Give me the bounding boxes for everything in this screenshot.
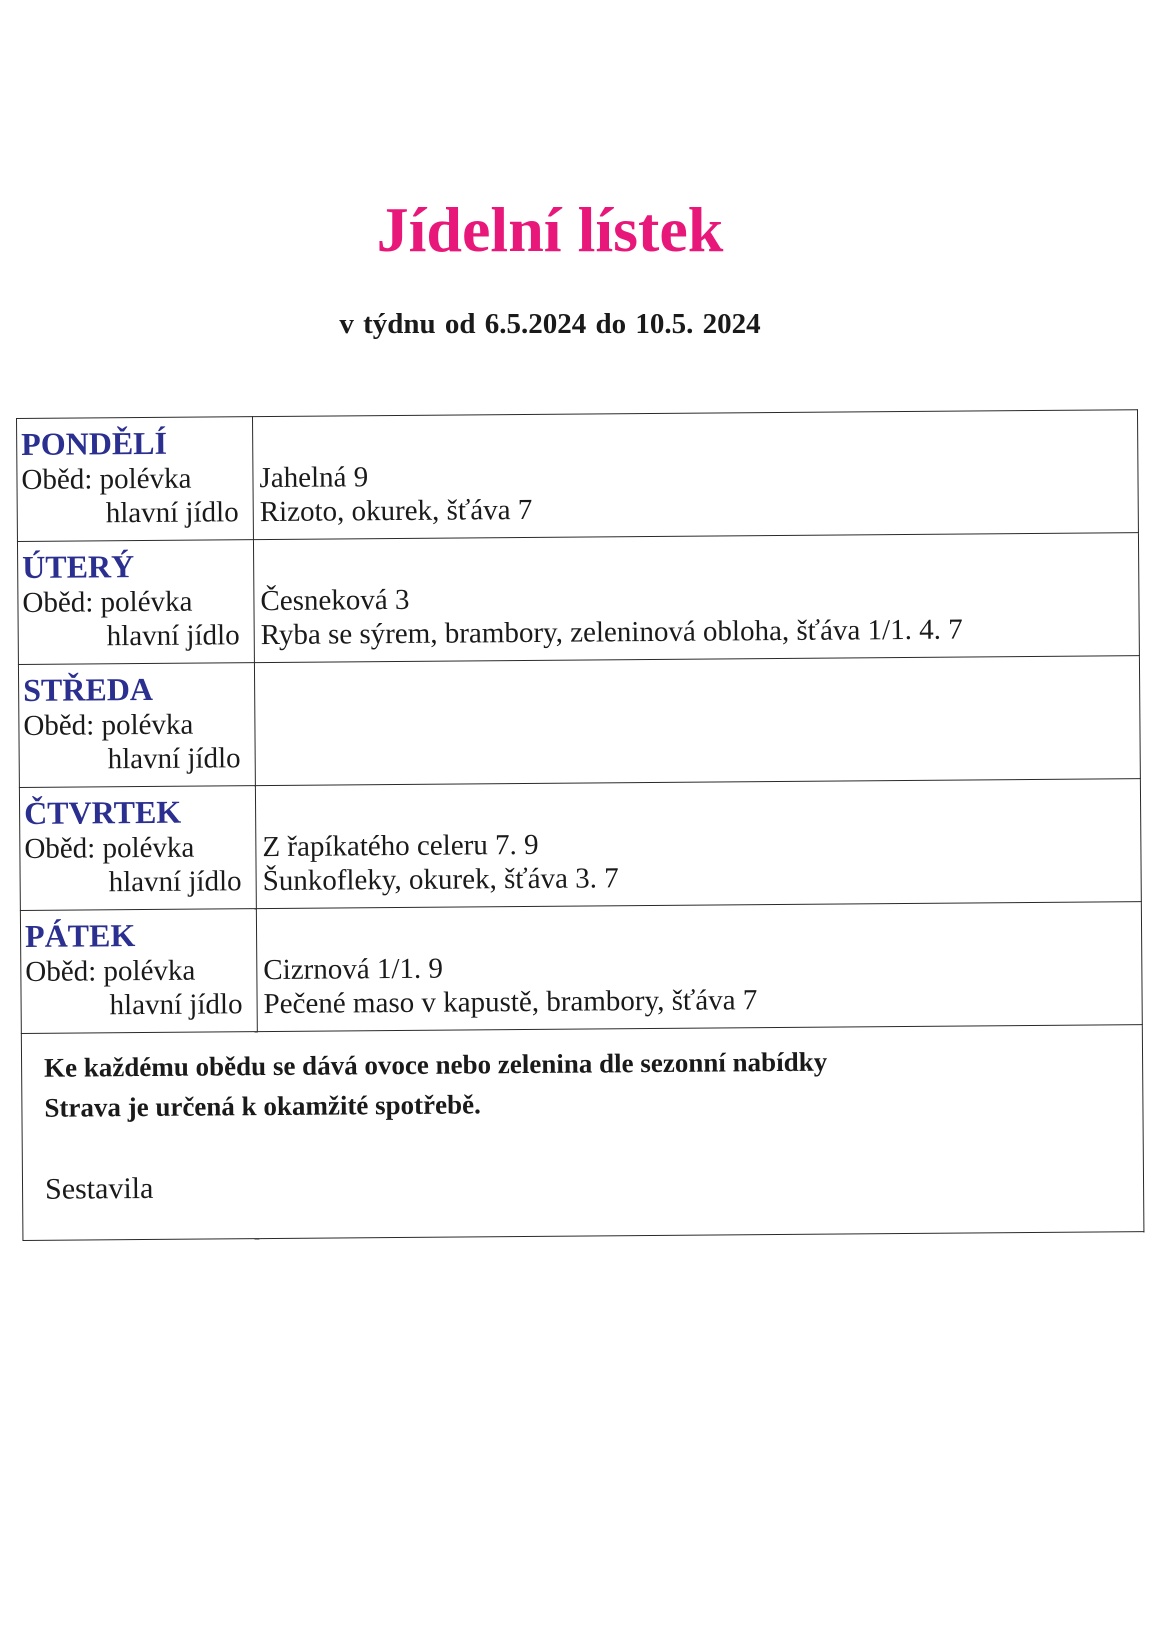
main-dish: Pečené maso v kapustě, brambory, šťáva 7 (263, 984, 758, 1021)
dish-cell (256, 902, 1142, 1032)
main-course-label: hlavní jídlo (105, 496, 239, 530)
table-row-tuesday (17, 533, 1139, 665)
soup-label: Oběd: polévka (25, 954, 196, 988)
dish-cell (253, 533, 1139, 663)
table-row-wednesday (18, 656, 1140, 788)
soup-label: Oběd: polévka (23, 708, 194, 742)
dish-cell (254, 656, 1140, 786)
main-dish: Ryba se sýrem, brambory, zeleninová obloha, šťáva 1/1. 4. 7 (260, 613, 963, 652)
day-cell (19, 786, 256, 911)
table-row-thursday (19, 779, 1141, 911)
menu-table (16, 409, 1144, 1241)
table-row-notes (21, 1025, 1144, 1241)
main-dish (255, 700, 1139, 707)
main-course-label: hlavní jídlo (109, 988, 243, 1022)
page-title: Jídelní lístek (376, 194, 724, 265)
day-name: ÚTERÝ (22, 548, 135, 585)
main-course-label: hlavní jídlo (108, 865, 242, 899)
soup-label: Oběd: polévka (24, 831, 195, 865)
soup-dish: Jahelná 9 (259, 461, 369, 495)
table-row-monday (17, 410, 1139, 542)
day-name: PONDĚLÍ (21, 424, 168, 462)
note-immediate-consumption: Strava je určená k okamžité spotřebě. (44, 1089, 481, 1123)
soup-dish: Cizrnová 1/1. 9 (263, 952, 444, 987)
day-cell (18, 663, 255, 788)
day-cell (17, 540, 254, 665)
main-course-label: hlavní jídlo (107, 742, 241, 776)
main-dish: Šunkofleky, okurek, šťáva 3. 7 (262, 862, 619, 898)
soup-dish: Z řapíkatého celeru 7. 9 (262, 828, 539, 864)
week-range: v týdnu od 6.5.2024 do 10.5. 2024 (339, 308, 761, 340)
dish-cell (252, 410, 1138, 540)
table-row-friday (20, 902, 1142, 1034)
notes-cell (21, 1025, 1144, 1241)
day-name: STŘEDA (22, 670, 154, 708)
soup-dish (255, 700, 1139, 707)
day-cell (20, 909, 257, 1034)
day-name: PÁTEK (24, 917, 136, 954)
soup-label: Oběd: polévka (22, 585, 193, 619)
signature-label: Sestavila (44, 1171, 154, 1206)
dish-cell (255, 779, 1141, 909)
day-cell (17, 417, 254, 542)
menu-table-wrapper (16, 409, 1144, 1241)
main-dish: Rizoto, okurek, šťáva 7 (259, 493, 533, 529)
note-fruit-vegetables: Ke každému obědu se dává ovoce nebo zelenina dle sezonní nabídky (43, 1046, 828, 1083)
soup-dish: Česneková 3 (260, 583, 410, 618)
soup-label: Oběd: polévka (21, 462, 192, 496)
main-course-label: hlavní jídlo (106, 619, 240, 653)
day-name: ČTVRTEK (23, 793, 182, 831)
